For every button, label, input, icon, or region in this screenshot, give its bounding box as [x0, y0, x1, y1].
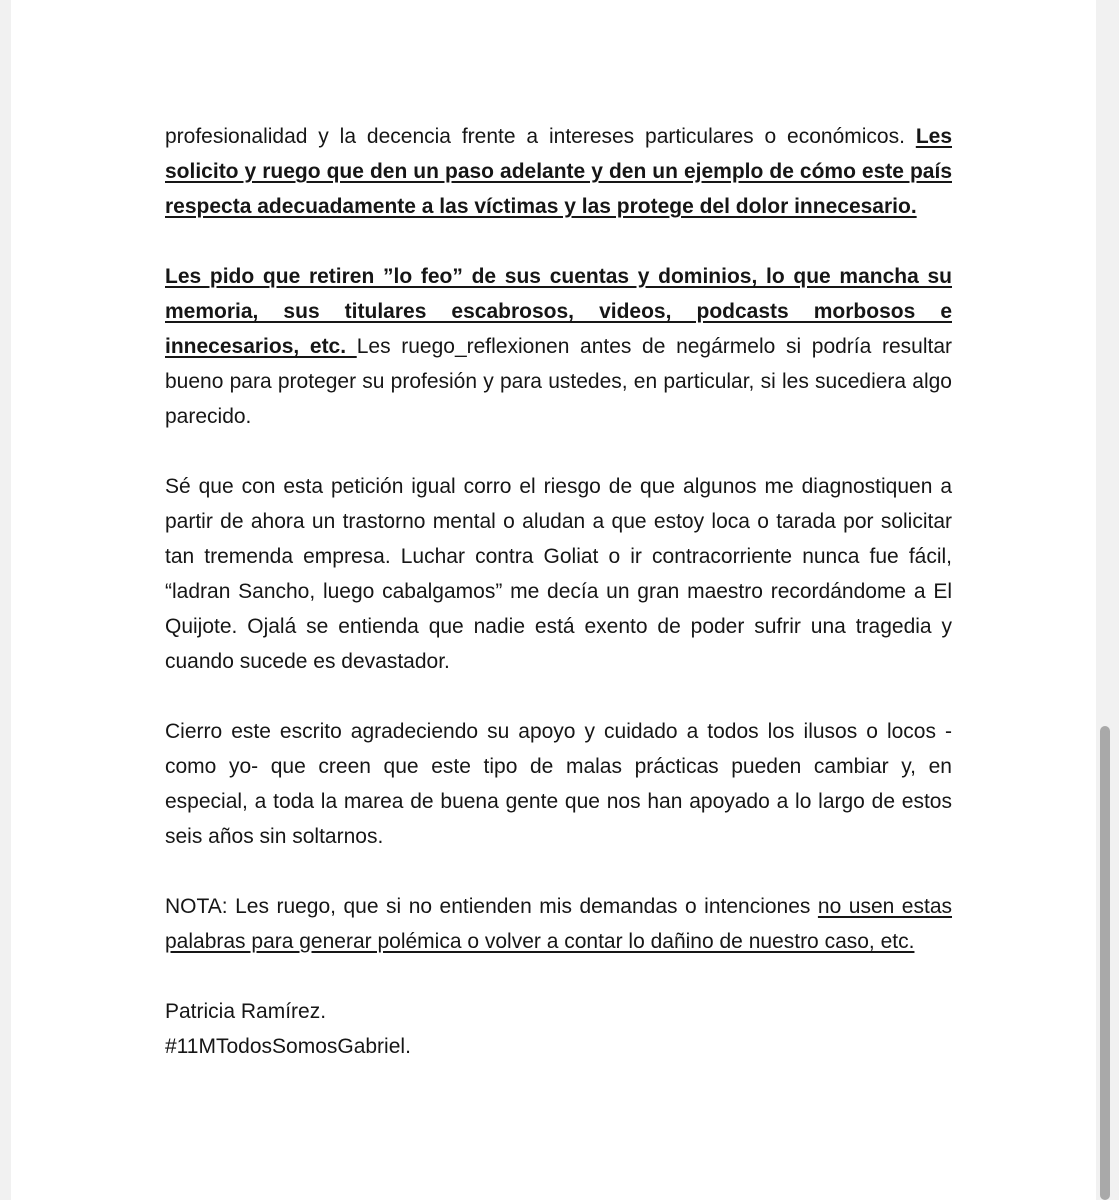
paragraph-nota-underlined: no usen estas palabras para generar polémica o volver a contar lo dañino de nuestro caso, etc.: [165, 895, 952, 953]
paragraph-risk-text: Sé que con esta petición igual corro el riesgo de que algunos me diagnostiquen a partir de ahora un trastorno mental o aludan a que estoy loca o tarada por solicitar tan tremenda empresa. Luchar contra Goliat o ir contracorriente nunca fue fácil, “ladran Sancho, luego cabalgamos” me decía un gran maestro recordándome a El Quijote. Ojalá se entienda que nadie está exento de poder sufrir una tragedia y cuando sucede es devastador.: [165, 475, 952, 673]
scrollbar-thumb[interactable]: [1100, 726, 1110, 1200]
paragraph-removal: [165, 259, 952, 434]
paragraph-request-text: profesionalidad y la decencia frente a intereses particulares o económicos.: [165, 125, 916, 148]
paragraph-nota-text: NOTA: Les ruego, que si no entienden mis demandas o intenciones: [165, 895, 818, 918]
paragraph-risk: [165, 469, 952, 679]
paragraph-nota: [165, 889, 952, 959]
paragraph-removal-emphasis: Les pido que retiren ”lo feo” de sus cuentas y dominios, lo que mancha su memoria, sus titulares escabrosos, videos, podcasts morbosos e innecesarios, etc.: [165, 265, 952, 358]
document-body: [165, 119, 952, 1064]
signature-hashtag: #11MTodosSomosGabriel.: [165, 1035, 411, 1058]
paragraph-closing-text: Cierro este escrito agradeciendo su apoyo y cuidado a todos los ilusos o locos -como yo- que creen que este tipo de malas prácticas pueden cambiar y, en especial, a toda la marea de buena gente que nos han apoyado a lo largo de estos seis años sin soltarnos.: [165, 720, 952, 848]
signature-name: Patricia Ramírez.: [165, 1000, 327, 1023]
signature-block: [165, 994, 952, 1064]
paragraph-removal-text: Les ruego_reflexionen antes de negármelo si podría resultar bueno para proteger su profesión y para ustedes, en particular, si les sucediera algo parecido.: [165, 335, 952, 428]
paragraph-request: [165, 119, 952, 224]
paragraph-closing: [165, 714, 952, 854]
paragraph-request-emphasis: Les solicito y ruego que den un paso adelante y den un ejemplo de cómo este país respecta adecuadamente a las víctimas y las protege del dolor innecesario.: [165, 125, 952, 218]
